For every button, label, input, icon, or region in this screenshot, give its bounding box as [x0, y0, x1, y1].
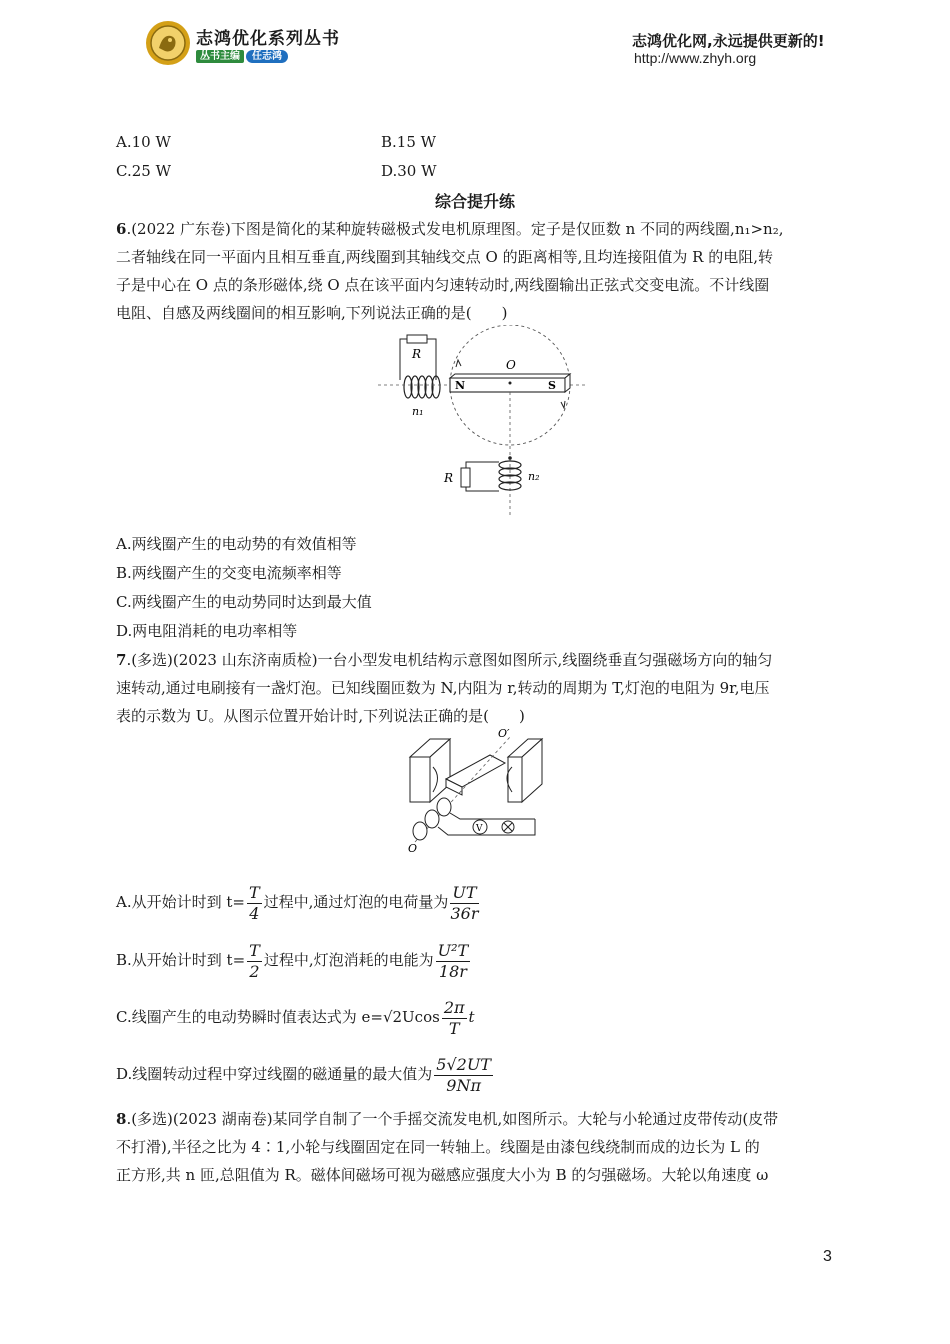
q8-line2: 不打滑),半径之比为 4∶1,小轮与线圈固定在同一转轴上。线圈是由漆包线绕制而成的边长为 L 的 [116, 1138, 760, 1156]
section-title: 综合提升练 [434, 192, 515, 211]
q8-number: 8 [116, 1110, 127, 1128]
q6-label-o: O [506, 358, 516, 372]
q7-c-omega-fraction: $\frac{2\pi}{T}$ [443, 997, 465, 1038]
page-number: 3 [823, 1248, 832, 1265]
q6-label-n-pole: N [455, 379, 466, 392]
q7-b-time-fraction: $\frac{T}{2}$ [249, 940, 260, 981]
q6-label-r1: R [412, 347, 422, 361]
q6-line4: 电阻、自感及两线圈间的相互影响,下列说法正确的是( ) [116, 304, 508, 322]
q7-a-value-fraction: $\frac{UT}{36r}$ [450, 882, 479, 923]
q7-b-value-fraction: $\frac{\text{U²T}}{18r}$ [437, 940, 469, 981]
q7-number: 7 [116, 651, 127, 669]
q7-option-c: C.线圈产生的电动势瞬时值表达式为 e=√2Ucos $\frac{2\pi}{T}$ t [116, 997, 475, 1038]
brand-title: 志鸿优化系列丛书 [196, 29, 340, 49]
brand-tag-editor: 丛书主编 [196, 50, 244, 63]
page-header [0, 0, 950, 110]
q7-option-b: B.从开始计时到 t= $\frac{T}{2}$ 过程中,灯泡消耗的电能为 $\frac{\text{U²T}}{18r}$ [116, 940, 469, 981]
q8-line3: 正方形,共 n 匝,总阻值为 R。磁体间磁场可视为磁感应强度大小为 B 的匀强磁场。大轮以角速度 ω [116, 1166, 769, 1184]
q6-number: 6 [116, 220, 127, 238]
header-slogan: 志鸿优化网,永远提供更新的! [632, 32, 825, 50]
q7-label-voltmeter: V [476, 824, 483, 834]
q6-label-n1: n₁ [412, 405, 424, 418]
prev-options-row1 [116, 132, 836, 152]
q6-generator-diagram [370, 325, 590, 520]
q6-line1: 6.(2022 广东卷)下图是简化的某种旋转磁极式发电机原理图。定子是仅匝数 n 不同的两线圈,n₁>n₂, [116, 220, 784, 238]
prev-option-c: C.25 W [116, 162, 171, 180]
q7-label-o: O [408, 842, 418, 855]
q7-line1: 7.(多选)(2023 山东济南质检)一台小型发电机结构示意图如图所示,线圈绕垂直匀强磁场方向的轴匀 [116, 651, 773, 669]
q8-line1: 8.(多选)(2023 湖南卷)某同学自制了一个手摇交流发电机,如图所示。大轮与小轮通过皮带传动(皮带 [116, 1110, 779, 1128]
brand-subtitle [196, 47, 288, 62]
prev-option-b: B.15 W [381, 133, 437, 151]
q7-line2: 速转动,通过电刷接有一盏灯泡。已知线圈匝数为 N,内阻为 r,转动的周期为 T,灯泡的电阻为 9r,电压 [116, 679, 770, 697]
q6-label-s-pole: S [548, 379, 556, 392]
header-site-link[interactable]: http://www.zhyh.org [634, 50, 757, 66]
q6-line3: 子是中心在 O 点的条形磁体,绕 O 点在该平面内匀速转动时,两线圈输出正弦式交变电流。不计线圈 [116, 276, 770, 294]
q7-option-a: A.从开始计时到 t= $\frac{T}{4}$ 过程中,通过灯泡的电荷量为 $\frac{UT}{36r}$ [116, 882, 479, 923]
q7-line3: 表的示数为 U。从图示位置开始计时,下列说法正确的是( ) [116, 707, 525, 725]
q7-a-time-fraction: $\frac{T}{4}$ [248, 882, 260, 923]
q6-option-d: D.两电阻消耗的电功率相等 [116, 622, 298, 640]
prev-options-row2 [116, 161, 836, 181]
q7-label-oprime: O′ [498, 727, 510, 740]
q7-d-value-fraction: $\frac{5√2UT}{9N\pi}$ [436, 1054, 491, 1095]
q7-generator-diagram [400, 727, 550, 857]
q6-option-c: C.两线圈产生的电动势同时达到最大值 [116, 593, 372, 611]
brand-tag-name: 任志鸿 [246, 50, 288, 63]
q7-option-d: D.线圈转动过程中穿过线圈的磁通量的最大值为 $\frac{5√2UT}{9N\pi}$ [116, 1054, 491, 1095]
q6-option-b: B.两线圈产生的交变电流频率相等 [116, 564, 342, 582]
q6-label-r2: R [444, 471, 454, 485]
prev-option-d: D.30 W [381, 162, 437, 180]
q6-label-n2: n₂ [528, 470, 540, 483]
q6-line2: 二者轴线在同一平面内且相互垂直,两线圈到其轴线交点 O 的距离相等,且均连接阻值为 R 的电阻,转 [116, 248, 773, 266]
prev-option-a: A.10 W [116, 133, 171, 151]
q6-option-a: A.两线圈产生的电动势的有效值相等 [116, 535, 357, 553]
publisher-logo-icon [145, 20, 191, 66]
